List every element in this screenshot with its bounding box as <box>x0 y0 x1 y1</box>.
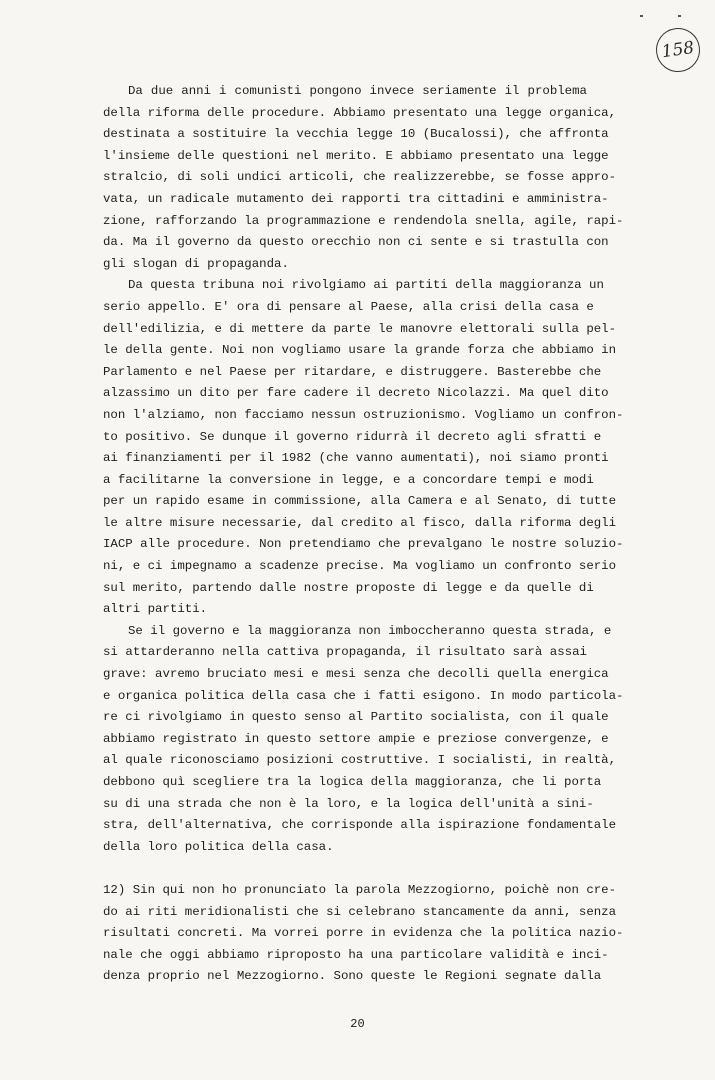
text-line: le della gente. Noi non vogliamo usare la grande forza che abbiamo in <box>103 343 617 358</box>
page-stamp: 158 <box>653 25 703 75</box>
text-line: to positivo. Se dunque il governo ridurrà il decreto agli sfratti e <box>103 429 602 444</box>
scan-mark <box>678 15 681 17</box>
text-line: vata, un radicale mutamento dei rapporti tra cittadini e amministra- <box>103 191 609 206</box>
text-line: risultati concreti. Ma vorrei porre in evidenza che la politica nazio- <box>103 926 624 941</box>
text-line: l'insieme delle questioni nel merito. E abbiamo presentato una legge <box>103 148 609 163</box>
text-line: ai finanziamenti per il 1982 (che vanno aumentati), noi siamo pronti <box>103 451 609 466</box>
paragraph-section-12 <box>103 880 624 988</box>
text-line: do ai riti meridionalisti che si celebrano stancamente da anni, senza <box>103 904 617 919</box>
text-line: della loro politica della casa. <box>103 839 334 854</box>
page-number: 20 <box>350 1017 365 1031</box>
text-line: Se il governo e la maggioranza non imboccheranno questa strada, e <box>128 623 612 638</box>
text-line: serio appello. E' ora di pensare al Paese, alla crisi della casa e <box>103 299 594 314</box>
text-line: denza proprio nel Mezzogiorno. Sono queste le Regioni segnate dalla <box>103 969 602 984</box>
text-line: della riforma delle procedure. Abbiamo presentato una legge organica, <box>103 105 617 120</box>
text-line: stra, dell'alternativa, che corrisponde alla ispirazione fondamentale <box>103 818 617 833</box>
text-line: abbiamo registrato in questo settore ampie e preziose convergenze, e <box>103 731 609 746</box>
text-line: sul merito, partendo dalle nostre proposte di legge e da quelle di <box>103 580 594 595</box>
text-line: destinata a sostituire la vecchia legge 10 (Bucalossi), che affronta <box>103 127 609 142</box>
text-line: si attarderanno nella cattiva propaganda, il risultato sarà assai <box>103 645 587 660</box>
text-line: Da questa tribuna noi rivolgiamo ai partiti della maggioranza un <box>128 278 604 293</box>
text-line: re ci rivolgiamo in questo senso al Partito socialista, con il quale <box>103 710 609 725</box>
text-line: grave: avremo bruciato mesi e mesi senza che decolli quella energica <box>103 667 609 682</box>
text-line: altri partiti. <box>103 602 208 617</box>
text-line: le altre misure necessarie, dal credito al fisco, dalla riforma degli <box>103 515 617 530</box>
scan-mark <box>640 15 643 17</box>
text-line: dell'edilizia, e di mettere da parte le manovre elettorali sulla pel- <box>103 321 617 336</box>
paragraph-2 <box>103 275 624 621</box>
text-line: gli slogan di propaganda. <box>103 256 289 271</box>
text-line: IACP alle procedure. Non pretendiamo che prevalgano le nostre soluzio- <box>103 537 624 552</box>
text-line: su di una strada che non è la loro, e la logica dell'unità a sini- <box>103 796 594 811</box>
text-line: ni, e ci impegnamo a scadenze precise. Ma vogliamo un confronto serio <box>103 559 617 574</box>
text-line: Da due anni i comunisti pongono invece seriamente il problema <box>128 84 587 98</box>
text-line: 12) Sin qui non ho pronunciato la parola Mezzogiorno, poichè non cre- <box>103 882 617 897</box>
text-line: e organica politica della casa che i fatti esigono. In modo particola- <box>103 688 624 703</box>
text-line: nale che oggi abbiamo riproposto ha una particolare validità e inci- <box>103 947 609 962</box>
text-line: al quale riconosciamo posizioni costruttive. I socialisti, in realtà, <box>103 753 617 768</box>
text-line: Parlamento e nel Paese per ritardare, e distruggere. Basterebbe che <box>103 364 602 379</box>
text-line: debbono quì scegliere tra la logica della maggioranza, che li porta <box>103 775 602 789</box>
text-line: per un rapido esame in commissione, alla Camera e al Senato, di tutte <box>103 494 617 509</box>
paragraph-3 <box>103 621 624 859</box>
text-line: alzassimo un dito per fare cadere il decreto Nicolazzi. Ma quel dito <box>103 386 609 401</box>
text-line: stralcio, di soli undici articoli, che realizzerebbe, se fosse appro- <box>103 170 617 185</box>
text-line: da. Ma il governo da questo orecchio non ci sente e si trastulla con <box>103 235 609 250</box>
text-line: non l'alziamo, non facciamo nessun ostruzionismo. Vogliamo un confron- <box>103 407 624 422</box>
paragraph-1 <box>103 81 624 275</box>
body-text <box>103 81 624 988</box>
text-line: zione, rafforzando la programmazione e rendendola snella, agile, rapi- <box>103 213 624 228</box>
text-line: a facilitarne la conversione in legge, e a concordare tempi e modi <box>103 472 594 487</box>
